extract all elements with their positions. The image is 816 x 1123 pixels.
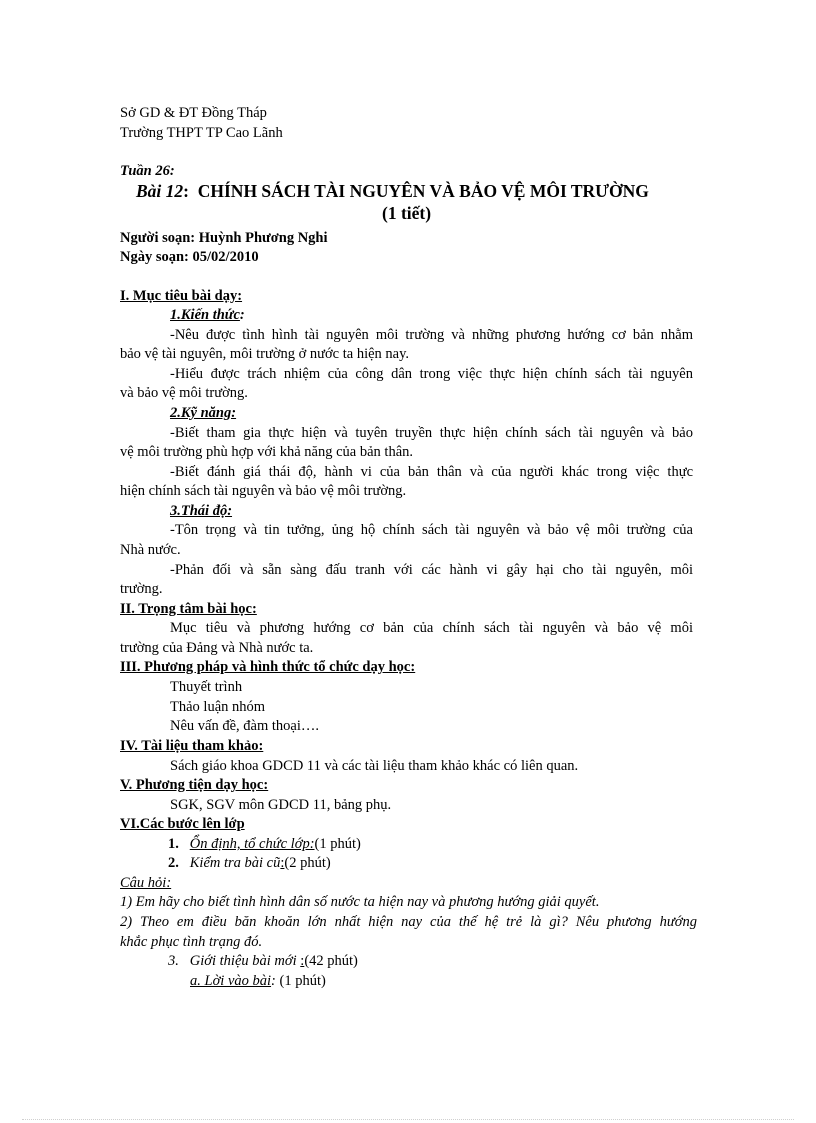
week-label: Tuần 26: [120,163,175,179]
focus-line-1: Mục tiêu và phương hướng cơ bản của chính sách tài nguyên và bảo vệ môi [170,620,693,636]
page-bottom-divider [22,1119,794,1120]
step-3-time: (42 phút) [304,953,358,969]
attitude-2-line-2: trường. [120,581,163,597]
questions-heading: Câu hỏi: [120,875,172,891]
step-2-time: (2 phút) [284,855,331,871]
step-1 [168,835,361,853]
knowledge-heading [170,306,245,324]
section-5-heading: V. Phương tiện dạy học: [120,777,269,793]
intro-label: a. Lời vào bài [190,973,272,989]
knowledge-heading-colon: : [239,307,245,323]
lesson-number: Bài 12 [136,181,184,201]
method-item: Thuyết trình [170,679,243,695]
skills-1-line-1: -Biết tham gia thực hiện và tuyên truyền thực hiện chính sách tài nguyên và bảo [170,425,693,441]
school-name: Trường THPT TP Cao Lãnh [120,125,283,141]
lesson-title [136,182,649,200]
skills-heading: 2.Kỹ năng: [170,405,237,421]
focus-line-2: trường của Đảng và Nhà nước ta. [120,640,314,656]
step-3-number: 3. [168,953,179,969]
date-line: Ngày soạn: 05/02/2010 [120,249,259,265]
section-4-heading: IV. Tài liệu tham khảo: [120,738,264,754]
step-1-label: Ổn định, tổ chức lớp: [189,836,315,852]
skills-1-line-2: vệ môi trường phù hợp với khả năng của bản thân. [120,444,414,460]
question-2-line-2: khắc phục tình trạng đó. [120,934,263,950]
attitude-1-line-2: Nhà nước. [120,542,181,558]
attitude-2-line-1: -Phản đối và sẵn sàng đấu tranh với các hành vi gây hại cho tài nguyên, môi [170,562,693,578]
step-1-time: (1 phút) [314,836,361,852]
step-2-colon: : [280,855,285,871]
section-3-heading: III. Phương pháp và hình thức tổ chức dạy học: [120,659,416,675]
knowledge-1-line-2: bảo vệ tài nguyên, môi trường ở nước ta hiện nay. [120,346,410,362]
intro-colon: : [271,973,276,989]
department-name: Sở GD & ĐT Đồng Tháp [120,105,267,121]
question-1: 1) Em hãy cho biết tình hình dân số nước ta hiện nay và phương hướng giải quyết. [120,894,600,910]
method-item: Thảo luận nhóm [170,699,266,715]
method-item: Nêu vấn đề, đàm thoại…. [170,718,319,734]
references-line: Sách giáo khoa GDCD 11 và các tài liệu tham khảo khác có liên quan. [170,758,579,774]
skills-2-line-2: hiện chính sách tài nguyên và bảo vệ môi trường. [120,483,407,499]
lesson-title-text: CHÍNH SÁCH TÀI NGUYÊN VÀ BẢO VỆ MÔI TRƯỜNG [197,181,649,201]
teaching-aids-line: SGK, SGV môn GDCD 11, bảng phụ. [170,797,392,813]
lesson-title-colon: : [183,181,189,201]
skills-2-line-1: -Biết đánh giá thái độ, hành vi của bản thân và của người khác trong việc thực [170,464,693,480]
section-1-heading: I. Mục tiêu bài dạy: [120,288,243,304]
attitude-heading: 3.Thái độ: [170,503,233,519]
knowledge-heading-label: 1.Kiến thức [170,307,240,323]
intro-time: (1 phút) [275,973,326,989]
section-2-heading: II. Trọng tâm bài học: [120,601,257,617]
intro-line [190,972,326,990]
step-3-label: Giới thiệu bài mới [189,953,297,969]
step-2 [168,854,331,872]
lesson-duration: (1 tiết) [382,203,432,223]
knowledge-2-line-1: -Hiểu được trách nhiệm của công dân trong việc thực hiện chính sách tài nguyên [170,366,693,382]
knowledge-2-line-2: và bảo vệ môi trường. [120,385,248,401]
step-1-number: 1. [168,836,179,852]
step-3 [168,952,358,970]
attitude-1-line-1: -Tôn trọng và tin tưởng, ủng hộ chính sách tài nguyên và bảo vệ môi trường của [170,522,693,538]
knowledge-1-line-1: -Nêu được tình hình tài nguyên môi trường và những phương hướng cơ bản nhằm [170,327,693,343]
question-2-line-1: 2) Theo em điều băn khoăn lớn nhất hiện nay của thế hệ trẻ là gì? Nêu phương hướng [120,914,697,930]
step-2-label: Kiểm tra bài cũ [189,855,281,871]
section-6-heading: VI.Các bước lên lớp [120,816,245,832]
step-2-number: 2. [168,855,179,871]
step-3-colon: : [300,953,305,969]
author-line: Người soạn: Huỳnh Phương Nghi [120,230,328,246]
